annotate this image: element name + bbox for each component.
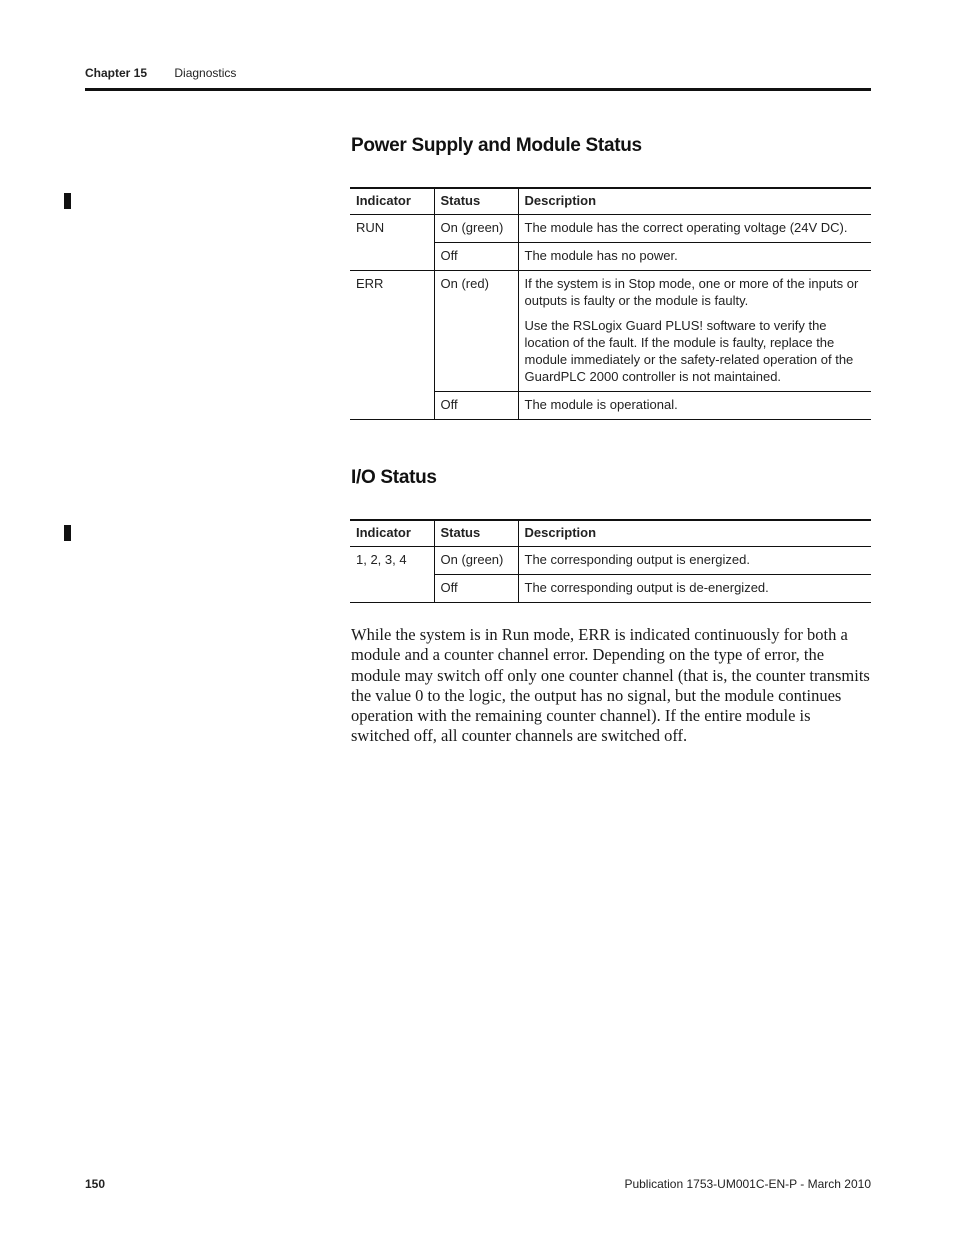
change-bar-io (64, 525, 71, 541)
column-header-indicator: Indicator (350, 188, 434, 215)
power-status-table (350, 187, 871, 420)
indicator-cell: 1, 2, 3, 4 (356, 552, 407, 567)
description-paragraph: Use the RSLogix Guard PLUS! software to verify the location of the fault. If the module is faulty, replace the module immediately or the safety-related operation of the GuardPLC 2000 controller is not maintained. (524, 318, 854, 384)
description-paragraph: If the system is in Stop mode, one or more of the inputs or outputs is faulty or the module is faulty. (524, 276, 859, 308)
change-bar-power (64, 193, 71, 209)
chapter-title: Diagnostics (174, 66, 237, 80)
chapter-label: Chapter 15 (85, 66, 148, 80)
indicator-cell-empty (350, 575, 434, 603)
column-header-description: Description (518, 520, 871, 547)
table-row (350, 547, 871, 575)
page-header (85, 66, 236, 80)
status-cell: On (green) (434, 547, 518, 575)
indicator-cell-empty (350, 392, 434, 420)
publication-info: Publication 1753-UM001C-EN-P - March 2010 (624, 1177, 871, 1191)
indicator-cell: RUN (356, 220, 385, 235)
description-cell: The corresponding output is de-energized. (518, 575, 871, 603)
indicator-cell: ERR (356, 276, 384, 291)
indicator-cell-empty (350, 243, 434, 271)
column-header-indicator: Indicator (350, 520, 434, 547)
column-header-status: Status (434, 188, 518, 215)
table-header-row (350, 188, 871, 215)
description-cell: The corresponding output is energized. (518, 547, 871, 575)
status-cell: Off (434, 243, 518, 271)
status-cell: On (green) (434, 215, 518, 243)
status-cell: Off (434, 575, 518, 603)
description-cell: The module has no power. (518, 243, 871, 271)
page-number: 150 (85, 1177, 106, 1191)
table-row (350, 271, 871, 392)
column-header-description: Description (518, 188, 871, 215)
power-section-title: Power Supply and Module Status (351, 135, 642, 156)
description-cell: The module has the correct operating voltage (24V DC). (518, 215, 871, 243)
column-header-status: Status (434, 520, 518, 547)
description-cell: The module is operational. (518, 392, 871, 420)
body-paragraph: While the system is in Run mode, ERR is indicated continuously for both a module and a counter channel error. Depending on the type of error, the module may switch off only one counter channel (that is, the counter transmits the value 0 to the logic, the output has no signal, but the module continues operation with the remaining counter channel). If the entire module is switched off, all counter channels are switched off. (351, 625, 870, 746)
header-rule (85, 88, 871, 91)
table-row (350, 575, 871, 603)
description-cell (518, 271, 871, 392)
status-cell: Off (434, 392, 518, 420)
table-header-row (350, 520, 871, 547)
table-row (350, 215, 871, 243)
io-section-title: I/O Status (351, 467, 437, 488)
io-status-table (350, 519, 871, 603)
table-row (350, 392, 871, 420)
status-cell: On (red) (434, 271, 518, 392)
table-row (350, 243, 871, 271)
